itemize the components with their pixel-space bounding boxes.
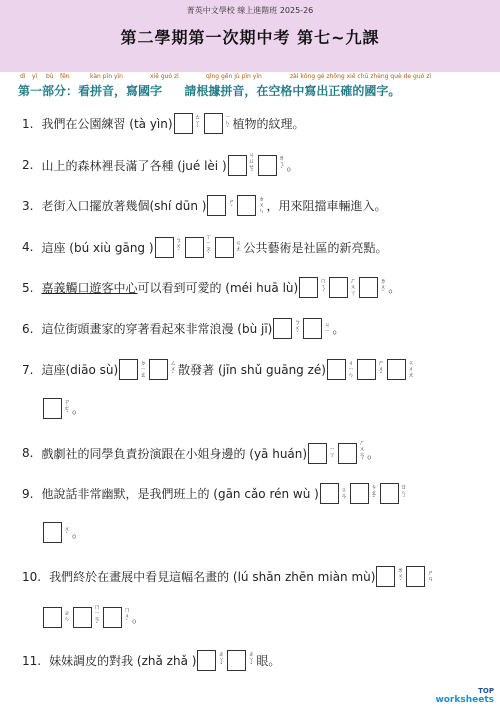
- question-text: 戲劇社的同學負責扮演跟在小姐身邊的 (yā huán): [41, 446, 308, 461]
- zhuyin: ㄐ ㄩ ㄝ ˊ: [248, 152, 255, 177]
- question-1: [22, 113, 305, 134]
- zhuyin: ㄌ ㄨ ˊ: [397, 566, 404, 586]
- topworksheets-logo: [435, 687, 494, 705]
- logo-name: worksheets: [435, 695, 494, 705]
- zhuyin: ㄊ ㄚ ˋ: [194, 113, 201, 133]
- instruction-task: 請根據拼音，在空格中寫出正確的國字。: [184, 84, 401, 98]
- answer-box[interactable]: [357, 359, 376, 380]
- zhuyin: ㄌ ㄨ ˋ: [380, 277, 387, 297]
- zhuyin: ㄌ ㄟ ˋ: [278, 155, 285, 174]
- answer-box[interactable]: [215, 237, 234, 258]
- answer-box[interactable]: [149, 359, 168, 380]
- answer-box[interactable]: [73, 607, 92, 628]
- question-text: 妹妹調皮的對我 (zhǎ zhǎ ): [49, 654, 197, 668]
- answer-box[interactable]: [119, 359, 138, 380]
- zhuyin: ㄉ ㄨ ㄣ: [258, 195, 265, 215]
- question-2: [22, 153, 299, 177]
- question-number: 4.: [22, 240, 34, 254]
- question-number: 8.: [22, 446, 34, 460]
- logo-top: TOP: [478, 687, 494, 695]
- pinyin-di: dì: [20, 73, 26, 80]
- zhuyin: ㄓ ㄚ ˇ: [218, 650, 225, 670]
- answer-box[interactable]: [376, 566, 395, 587]
- question-6: [22, 318, 344, 339]
- zhuyin: ㄕ ㄢ: [427, 569, 434, 583]
- zhuyin: ㄇ ㄨ ˋ: [123, 607, 130, 626]
- answer-box[interactable]: [185, 237, 204, 258]
- answer-box[interactable]: [329, 277, 348, 298]
- question-number: 7.: [22, 362, 34, 377]
- question-text-end: 。: [72, 526, 85, 540]
- answer-box[interactable]: [387, 359, 406, 380]
- question-number: 10.: [22, 569, 42, 584]
- zhuyin: ㄉ ㄧ ㄠ: [140, 359, 147, 379]
- question-text: 山上的森林裡長滿了各種 (jué lèi ): [41, 158, 227, 173]
- answer-box[interactable]: [207, 195, 226, 216]
- answer-box[interactable]: [155, 237, 174, 258]
- question-9-wrap: [42, 522, 84, 543]
- zhuyin: ㄙ ㄨ ˋ: [170, 359, 177, 379]
- pinyin-yi: yī: [32, 73, 38, 80]
- answer-box[interactable]: [406, 566, 425, 587]
- zhuyin: ㄇ ㄧ ㄢ ˋ: [93, 604, 100, 629]
- zhuyin: ㄓ ㄣ: [63, 610, 70, 623]
- zhuyin: ㄗ ㄜ ˊ: [63, 398, 70, 418]
- question-text: 老街入口擺放著幾個(shí dūn ): [41, 199, 207, 213]
- zhuyin: ㄍ ㄤ: [235, 240, 242, 253]
- zhuyin: ㄕ ˊ: [228, 198, 235, 212]
- answer-box[interactable]: [237, 195, 256, 216]
- question-number: 3.: [22, 198, 34, 213]
- question-10: [22, 566, 435, 587]
- answer-box[interactable]: [103, 607, 122, 628]
- answer-box[interactable]: [227, 650, 246, 671]
- question-text-after: 眼。: [256, 654, 281, 668]
- question-text: 我們終於在畫展中看見這幅名畫的 (lú shān zhēn miàn mù): [49, 570, 376, 584]
- question-text: 可以看到可愛的 (méi huā lù): [137, 281, 299, 295]
- zhuyin: ㄓ ㄚ ˇ: [248, 650, 255, 670]
- answer-box[interactable]: [350, 483, 369, 504]
- answer-box[interactable]: [359, 277, 378, 298]
- question-number: 5.: [22, 280, 34, 295]
- pinyin-qing: qǐng gēn jù pīn yīn: [206, 73, 262, 80]
- question-8: [22, 441, 379, 465]
- answer-box[interactable]: [43, 522, 62, 543]
- question-text-underlined: 嘉義觸口遊客中心: [41, 281, 138, 295]
- question-3: [22, 195, 386, 216]
- question-9: [22, 483, 409, 504]
- question-number: 6.: [22, 321, 34, 336]
- question-text-after: 。: [332, 322, 345, 336]
- question-text: 這座 (bú xiù gāng ): [41, 240, 154, 255]
- zhuyin: ㄐ ㄧ: [324, 321, 331, 335]
- zhuyin: ㄒ ㄧ ㄡ ˋ: [205, 234, 212, 259]
- zhuyin: ㄅ ㄨ ˊ: [175, 237, 182, 256]
- question-text-after: 公共藝術是社區的新亮點。: [243, 240, 388, 255]
- answer-box[interactable]: [338, 443, 357, 464]
- question-text-after: 散發著 (jīn shǔ guāng zé): [178, 363, 326, 377]
- question-text: 這座(diāo sù): [41, 363, 119, 377]
- question-text-after: 。: [286, 158, 299, 173]
- question-7-wrap: [42, 398, 84, 419]
- zhuyin: ㄨ ˋ: [63, 525, 70, 539]
- answer-box[interactable]: [174, 113, 193, 134]
- zhuyin: ㄍ ㄢ: [340, 486, 347, 500]
- answer-box[interactable]: [204, 113, 223, 134]
- question-number: 1.: [22, 116, 34, 131]
- answer-box[interactable]: [327, 359, 346, 380]
- zhuyin: ㄘ ㄠ ˇ: [370, 483, 377, 503]
- question-text-after: 植物的紋理。: [232, 117, 305, 131]
- pinyin-bu: bù: [46, 73, 54, 80]
- pinyin-fen: fēn: [60, 73, 70, 80]
- school-name: 菁英中文學校 線上進階班 2025-26: [186, 6, 314, 15]
- zhuyin: ㄏ ㄨ ㄢ ˊ: [359, 440, 366, 465]
- answer-box[interactable]: [320, 483, 339, 504]
- zhuyin: ㄧ ㄚ: [329, 446, 336, 459]
- question-number: 2.: [22, 158, 34, 172]
- zhuyin: ㄐ ㄧ ㄣ: [347, 359, 354, 379]
- question-text-after: 。: [367, 446, 380, 461]
- answer-box[interactable]: [308, 443, 327, 464]
- zhuyin: ㄍ ㄨ ㄤ: [407, 359, 414, 379]
- question-number: 9.: [22, 486, 34, 501]
- question-text: 這位街頭畫家的穿著看起來非常浪漫 (bù jī): [41, 322, 273, 336]
- question-number: 11.: [22, 653, 42, 668]
- question-7: [22, 359, 416, 380]
- answer-box[interactable]: [197, 650, 216, 671]
- zhuyin: ㄧ ㄣ ˋ: [224, 113, 231, 133]
- answer-box[interactable]: [228, 155, 247, 176]
- header-band: [0, 0, 500, 72]
- question-text: 我們在公園練習 (tà yìn): [41, 117, 173, 131]
- question-4: [22, 235, 388, 259]
- zhuyin: ㄅ ㄨ ˋ: [294, 318, 301, 338]
- answer-box[interactable]: [299, 277, 318, 298]
- pinyin-kan: kàn pīn yīn: [90, 73, 123, 80]
- question-text: 他說話非常幽默，是我們班上的 (gān cǎo rén wù ): [41, 487, 319, 501]
- pinyin-zai: zài kōng gé zhōng xiě chū zhèng què de guó zì: [290, 73, 432, 80]
- question-text-end: 。: [72, 402, 85, 416]
- answer-box[interactable]: [43, 398, 62, 419]
- pinyin-xie: xiě guó zì: [150, 73, 179, 80]
- answer-box[interactable]: [303, 318, 322, 339]
- instruction-line: [18, 82, 400, 99]
- question-text-after: 。: [388, 281, 401, 295]
- question-10-wrap: [42, 605, 144, 629]
- zhuyin: ㄖ ㄣ ˊ: [400, 483, 407, 503]
- answer-box[interactable]: [273, 318, 292, 339]
- zhuyin: ㄇ ㄟ ˊ: [320, 277, 327, 297]
- question-5: [22, 277, 400, 298]
- question-text-after: ，用來阻擋車輛進入。: [266, 199, 387, 213]
- page-title: 第二學期第一次期中考 第七~九課: [120, 28, 380, 47]
- answer-box[interactable]: [43, 607, 62, 628]
- zhuyin: ㄕ ㄨ ˇ: [377, 359, 384, 379]
- question-text-end: 。: [132, 610, 145, 625]
- zhuyin: ㄏ ㄨ ㄚ: [350, 277, 357, 297]
- answer-box[interactable]: [258, 155, 277, 176]
- question-11: [22, 650, 280, 671]
- answer-box[interactable]: [380, 483, 399, 504]
- instruction-part: 第一部分：看拼音，寫國字: [18, 84, 163, 98]
